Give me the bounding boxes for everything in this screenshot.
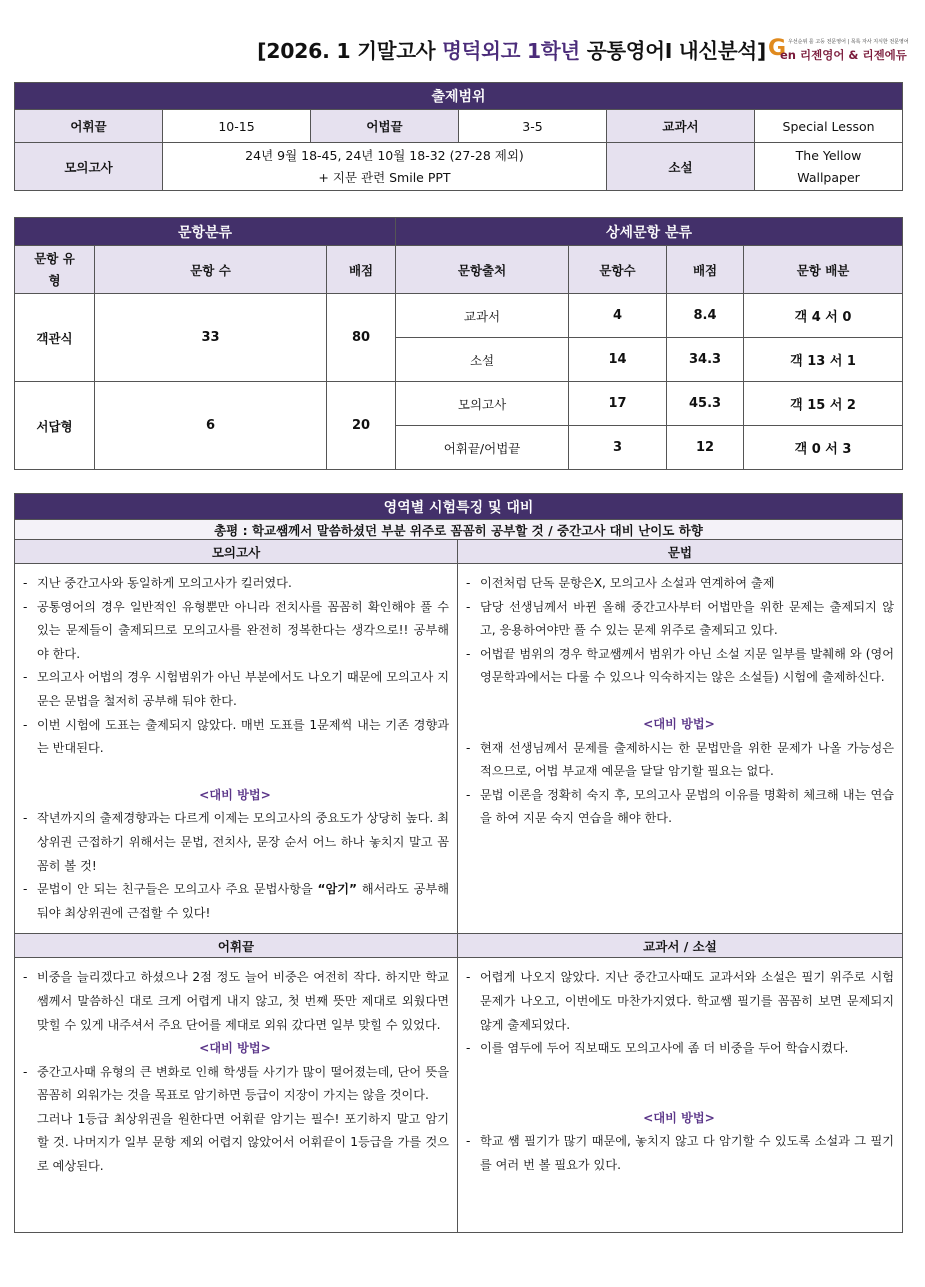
classification-table [14,217,903,470]
classification-heading-right: 상세문항 분류 [396,218,903,246]
page-title [257,34,766,64]
detail-points: 8.4 [667,294,744,338]
textbook-prep [464,1130,894,1177]
col-count: 문항 수 [95,246,327,294]
list-item: - 문법 이론을 정확히 숙지 후, 모의고사 문법의 이유를 명확히 체크해 내는 연습을 하여 지문 숙지 연습을 해야 한다. [464,784,894,831]
novel-value [755,143,903,191]
list-item: - 현재 선생님께서 문제를 출제하시는 한 문법만을 위한 문제가 나올 가능성은 적으므로, 어법 부교재 예문을 달달 암기할 필요는 없다. [464,737,894,784]
list-item: - 학교 쌤 필기가 많기 때문에, 놓치지 않고 다 암기할 수 있도록 소설과 그 필기를 여러 번 볼 필요가 있다. [464,1130,894,1177]
detail-points: 45.3 [667,382,744,426]
list-item: - 이를 염두에 두어 직보때도 모의고사에 좀 더 비중을 두어 학습시켰다. [464,1037,894,1061]
detail-points: 34.3 [667,338,744,382]
analysis-heading: 영역별 시험특징 및 대비 [15,494,903,520]
scope-table [14,82,903,191]
title-suffix: 공통영어Ⅰ 내신분석] [579,39,766,63]
scope-heading: 출제범위 [15,83,903,110]
title-prefix: [2026. 1 기말고사 [257,39,443,63]
mock-value [163,143,607,191]
type-objective-count: 33 [95,294,327,382]
mock-value-line-1: 24년 9월 18-45, 24년 10월 18-32 (27-28 제외) [245,147,524,163]
type-written: 서답형 [15,382,95,470]
grammar-section [458,564,903,934]
list-item: - 지난 중간고사와 동일하게 모의고사가 킬러였다. [21,572,449,596]
list-item: - 이번 시험에 도표는 출제되지 않았다. 매번 도표를 1문제씩 내는 기존 경향과는 반대된다. [21,714,449,761]
logo-name: en 리젠영어 & 리젠에듀 [780,48,907,62]
detail-dist: 객 4 서 0 [744,294,903,338]
section-title-grammar: 문법 [458,540,903,564]
list-item: - 담당 선생님께서 바뀐 올해 중간고사부터 어법만을 위한 문제는 출제되지 않고, 응용하여야만 풀 수 있는 문제 위주로 출제되고 있다. [464,596,894,643]
type-written-count: 6 [95,382,327,470]
vocab-prep [21,1061,449,1108]
list-item: - 어법끝 범위의 경우 학교쌤께서 범위가 아닌 소설 지문 일부를 발췌해 와 (영어영문학과에서는 다룰 수 있으나 익숙하지는 않은 소설들) 시험에 출제하신다. [464,643,894,690]
detail-count: 14 [569,338,667,382]
section-title-vocab: 어휘끝 [15,934,458,958]
mock-section [15,564,458,934]
mock-points [21,572,449,761]
detail-count: 17 [569,382,667,426]
list-item: - 어렵게 나오지 않았다. 지난 중간고사때도 교과서와 소설은 필기 위주로 시험문제가 나오고, 이번에도 마찬가지였다. 학교쌤 필기를 꼼꼼히 보면 문제되지 않게 출제되었다. [464,966,894,1037]
novel-label: 소설 [607,143,755,191]
list-item: - 비중을 늘리겠다고 하셨으나 2점 정도 늘어 비중은 여전히 작다. 하지만 학교쌤께서 말씀하신 대로 크게 어렵게 내지 않고, 첫 번째 뜻만 제대로 외웠다면 맞힐 수 있게 내주셔서 주요 단어를 제대로 외워 갔다면 일부 맞힐 수 있었다. [21,966,449,1037]
vocab-section [15,958,458,1233]
textbook-section [458,958,903,1233]
vocab-points [21,966,449,1037]
col-type [15,246,95,294]
section-title-textbook: 교과서 / 소설 [458,934,903,958]
title-school: 명덕외고 1학년 [442,39,580,63]
prep-text: 문법이 안 되는 친구들은 모의고사 주요 문법사항을 [37,882,318,897]
list-item: - 중간고사때 유형의 큰 변화로 인해 학생들 사기가 많이 떨어졌는데, 단어 뜻을 꼼꼼히 외워가는 것을 목표로 암기하면 등급이 지장이 가지는 않을 것이다. [21,1061,449,1108]
list-item: - 모의고사 어법의 경우 시험범위가 아닌 부분에서도 나오기 때문에 모의고사 지문은 문법을 철저히 공부해 둬야 한다. [21,666,449,713]
detail-points: 12 [667,426,744,470]
list-item: - 작년까지의 출제경향과는 다르게 이제는 모의고사의 중요도가 상당히 높다. 최상위권 근접하기 위해서는 문법, 전치사, 문장 순서 어느 하나 놓치지 말고 꼼꼼히 볼 것! [21,807,449,878]
col-count2: 문항수 [569,246,667,294]
detail-count: 4 [569,294,667,338]
prep-emphasis: “암기” [317,882,358,897]
mock-label: 모의고사 [15,143,163,191]
vocab-value: 10-15 [163,110,311,143]
type-written-points: 20 [327,382,396,470]
col-type-label: 문항 유형 [34,250,75,288]
detail-dist: 객 13 서 1 [744,338,903,382]
vocab-prep-extra: 그러나 1등급 최상위권을 원한다면 어휘끝 암기는 필수! 포기하지 말고 암기할 것. 나머지가 일부 문항 제외 어렵지 않았어서 어휘끝이 1등급을 가를 것으로 예상된다. [37,1111,449,1174]
analysis-summary: 총평 : 학교쌤께서 말씀하셨던 부분 위주로 꼼꼼히 공부할 것 / 중간고사 대비 난이도 하향 [15,520,903,540]
grammar-prep [464,737,894,831]
textbook-value: Special Lesson [755,110,903,143]
type-objective-points: 80 [327,294,396,382]
list-item [21,878,449,925]
type-objective: 객관식 [15,294,95,382]
grammar-label: 어법끝 [311,110,459,143]
novel-value-line-1: The Yellow [795,147,862,163]
prep-heading: <대비 방법> [643,1110,715,1125]
detail-source: 소설 [396,338,569,382]
detail-dist: 객 0 서 3 [744,426,903,470]
prep-heading: <대비 방법> [199,787,271,802]
logo-tagline: 우선순위 를 고등 전문영어 | 목록 자사 지식한 전문영어 [788,39,909,45]
logo-letter-icon: G [768,36,787,61]
mock-value-line-2: + 지문 관련 Smile PPT [318,169,451,185]
novel-value-line-2: Wallpaper [797,169,860,185]
textbook-points [464,966,894,1060]
textbook-label: 교과서 [607,110,755,143]
detail-source: 교과서 [396,294,569,338]
col-points: 배점 [327,246,396,294]
list-item: - 공통영어의 경우 일반적인 유형뿐만 아니라 전치사를 꼼꼼히 확인해야 풀 수 있는 문제들이 출제되므로 모의고사를 완전히 정복한다는 생각으로!! 공부해야 한다. [21,596,449,667]
mock-prep [21,807,449,925]
vocab-label: 어휘끝 [15,110,163,143]
detail-source: 모의고사 [396,382,569,426]
prep-heading: <대비 방법> [199,1041,271,1056]
detail-dist: 객 15 서 2 [744,382,903,426]
page-header [14,32,909,72]
section-title-mock: 모의고사 [15,540,458,564]
brand-logo [768,36,909,64]
prep-text: 해서라도 공부해둬야 최상위권에 근접할 수 있다! [37,882,449,920]
grammar-points [464,572,894,690]
classification-heading-left: 문항분류 [15,218,396,246]
prep-heading: <대비 방법> [643,716,715,731]
analysis-table [14,493,903,1233]
grammar-value: 3-5 [459,110,607,143]
col-dist: 문항 배분 [744,246,903,294]
col-points2: 배점 [667,246,744,294]
col-source: 문항출처 [396,246,569,294]
detail-source: 어휘끝/어법끝 [396,426,569,470]
detail-count: 3 [569,426,667,470]
list-item: - 이전처럼 단독 문항은X, 모의고사 소설과 연계하여 출제 [464,572,894,596]
